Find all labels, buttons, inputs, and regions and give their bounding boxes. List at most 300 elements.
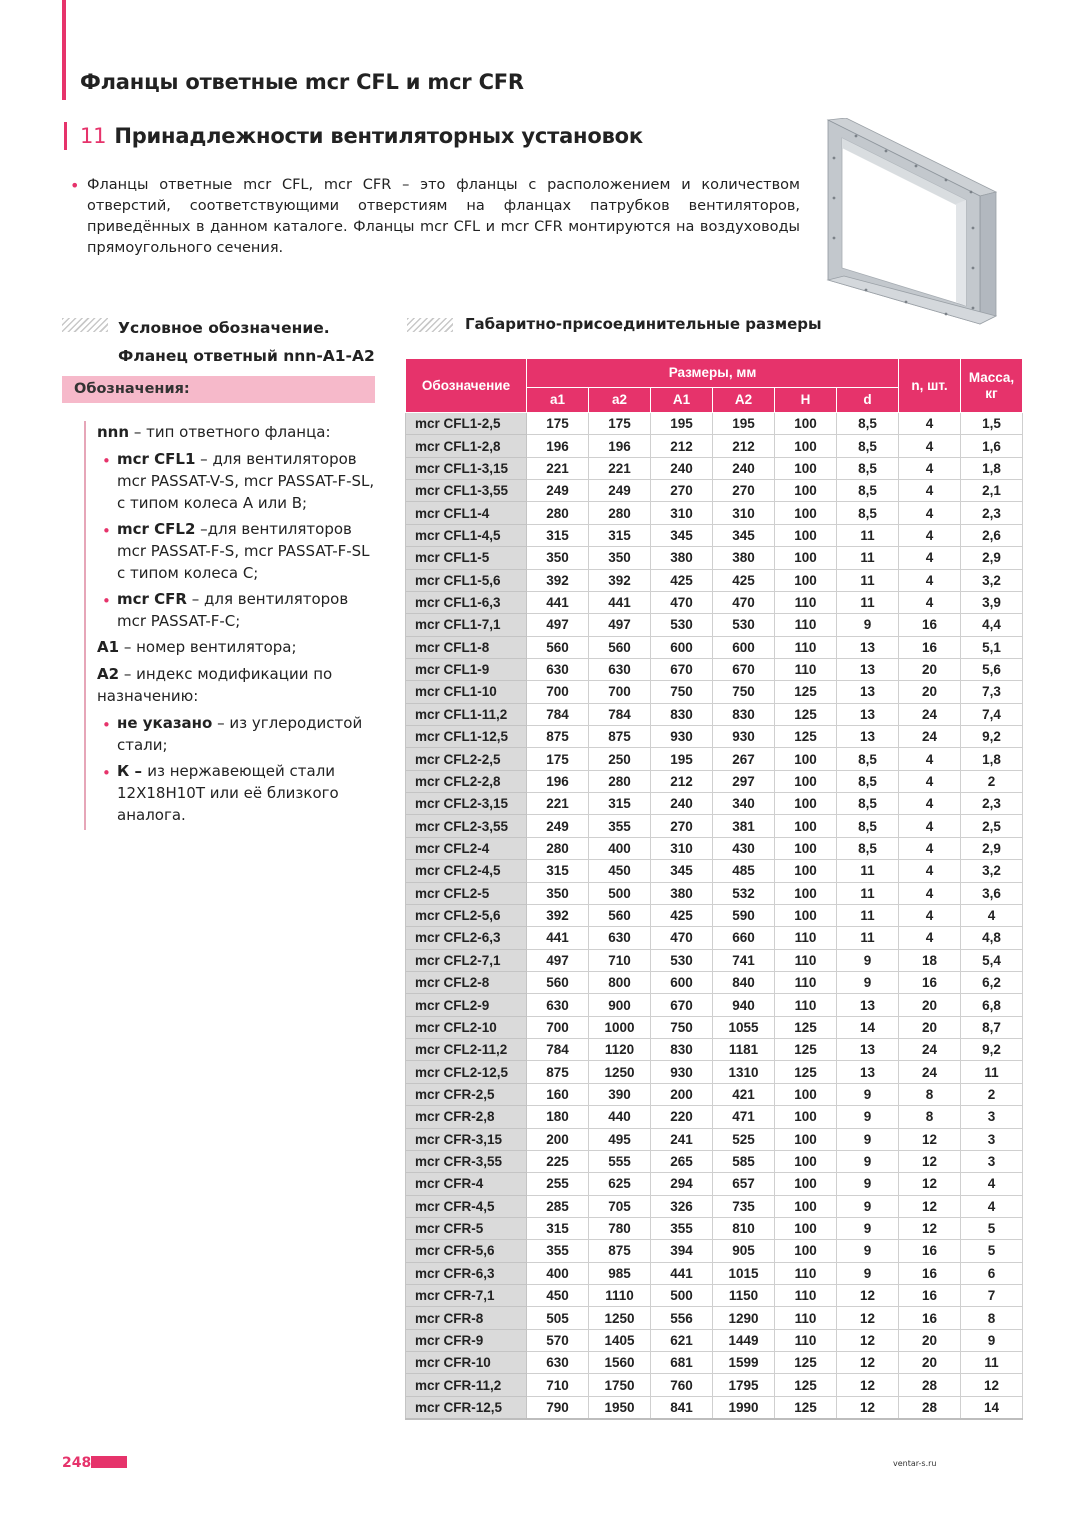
designation-cell: mcr CFR-8: [406, 1307, 527, 1329]
value-cell: 441: [527, 927, 589, 949]
value-cell: 310: [651, 502, 713, 524]
value-cell: 8,5: [837, 815, 899, 837]
value-cell: 4: [899, 502, 961, 524]
value-cell: 470: [713, 591, 775, 613]
legend-item-a2: А2 – индекс модификации по назначению:: [97, 665, 333, 705]
value-cell: 270: [651, 815, 713, 837]
value-cell: 497: [589, 614, 651, 636]
value-cell: 790: [527, 1396, 589, 1418]
value-cell: 2,6: [961, 524, 1023, 546]
value-cell: 125: [775, 1396, 837, 1418]
table-row: [406, 1374, 1023, 1396]
value-cell: 1110: [589, 1285, 651, 1307]
value-cell: 20: [899, 1016, 961, 1038]
value-cell: 100: [775, 837, 837, 859]
value-cell: 125: [775, 1374, 837, 1396]
designation-heading: [118, 314, 375, 370]
value-cell: 221: [527, 457, 589, 479]
value-cell: 100: [775, 569, 837, 591]
value-cell: 7: [961, 1285, 1023, 1307]
table-row: [406, 480, 1023, 502]
value-cell: 750: [651, 1016, 713, 1038]
value-cell: 212: [651, 435, 713, 457]
designation-cell: mcr CFL1-10: [406, 681, 527, 703]
value-cell: 380: [651, 882, 713, 904]
value-cell: 310: [651, 837, 713, 859]
value-cell: 1310: [713, 1061, 775, 1083]
value-cell: 9: [837, 1262, 899, 1284]
table-row: [406, 658, 1023, 680]
table-row: [406, 949, 1023, 971]
table-row: [406, 1083, 1023, 1105]
value-cell: 4: [899, 748, 961, 770]
value-cell: 12: [837, 1329, 899, 1351]
designation-cell: mcr CFL1-7,1: [406, 614, 527, 636]
value-cell: 315: [527, 524, 589, 546]
designation-cell: mcr CFR-4,5: [406, 1195, 527, 1217]
value-cell: 11: [837, 927, 899, 949]
value-cell: 195: [651, 748, 713, 770]
value-cell: 1181: [713, 1039, 775, 1061]
value-cell: 125: [775, 703, 837, 725]
value-cell: 8,5: [837, 793, 899, 815]
value-cell: 12: [837, 1352, 899, 1374]
value-cell: 249: [589, 480, 651, 502]
value-cell: 9: [837, 614, 899, 636]
value-cell: 5,6: [961, 658, 1023, 680]
value-cell: 125: [775, 1039, 837, 1061]
value-cell: 500: [589, 882, 651, 904]
value-cell: 345: [651, 860, 713, 882]
value-cell: 1015: [713, 1262, 775, 1284]
designation-cell: mcr CFR-6,3: [406, 1262, 527, 1284]
value-cell: 8,7: [961, 1016, 1023, 1038]
table-row: [406, 1061, 1023, 1083]
value-cell: 175: [527, 413, 589, 435]
value-cell: 4: [961, 1195, 1023, 1217]
value-cell: 497: [527, 949, 589, 971]
value-cell: 2,9: [961, 837, 1023, 859]
value-cell: 9: [837, 1240, 899, 1262]
intro-paragraph: [70, 175, 800, 259]
value-cell: 110: [775, 994, 837, 1016]
value-cell: 24: [899, 703, 961, 725]
value-cell: 3: [961, 1106, 1023, 1128]
value-cell: 5,4: [961, 949, 1023, 971]
table-row: [406, 1016, 1023, 1038]
value-cell: 560: [527, 971, 589, 993]
col-header-h: H: [775, 388, 837, 413]
table-body: [406, 413, 1023, 1419]
value-cell: 9: [837, 949, 899, 971]
table-row: [406, 591, 1023, 613]
value-cell: 670: [651, 658, 713, 680]
value-cell: 4: [961, 904, 1023, 926]
dimensions-table: [405, 358, 1023, 1420]
value-cell: 18: [899, 949, 961, 971]
designation-cell: mcr CFL1-12,5: [406, 726, 527, 748]
value-cell: 240: [651, 793, 713, 815]
top-accent-bar: [62, 0, 66, 100]
value-cell: 100: [775, 860, 837, 882]
value-cell: 12: [899, 1217, 961, 1239]
table-row: [406, 614, 1023, 636]
value-cell: 270: [713, 480, 775, 502]
value-cell: 630: [527, 1352, 589, 1374]
value-cell: 1120: [589, 1039, 651, 1061]
value-cell: 930: [651, 1061, 713, 1083]
table-row: [406, 1195, 1023, 1217]
value-cell: 16: [899, 636, 961, 658]
value-cell: 110: [775, 949, 837, 971]
value-cell: 9: [837, 971, 899, 993]
designation-cell: mcr CFR-10: [406, 1352, 527, 1374]
value-cell: 110: [775, 927, 837, 949]
value-cell: 7,3: [961, 681, 1023, 703]
footer-accent-bar: [91, 1456, 127, 1468]
section-number: 11: [80, 124, 107, 148]
table-row: [406, 1329, 1023, 1351]
value-cell: 6,2: [961, 971, 1023, 993]
value-cell: 3,9: [961, 591, 1023, 613]
value-cell: 660: [713, 927, 775, 949]
value-cell: 110: [775, 1285, 837, 1307]
value-cell: 5: [961, 1240, 1023, 1262]
table-row: [406, 1307, 1023, 1329]
value-cell: 100: [775, 1217, 837, 1239]
legend-list: [84, 421, 379, 830]
table-row: [406, 1262, 1023, 1284]
value-cell: 4: [899, 927, 961, 949]
value-cell: 1,6: [961, 435, 1023, 457]
value-cell: 4: [899, 547, 961, 569]
value-cell: 14: [961, 1396, 1023, 1418]
designation-cell: mcr CFR-9: [406, 1329, 527, 1351]
value-cell: 940: [713, 994, 775, 1016]
value-cell: 5: [961, 1217, 1023, 1239]
value-cell: 625: [589, 1173, 651, 1195]
value-cell: 110: [775, 1329, 837, 1351]
value-cell: 12: [961, 1374, 1023, 1396]
table-row: [406, 904, 1023, 926]
designation-cell: mcr CFL2-5,6: [406, 904, 527, 926]
value-cell: 100: [775, 435, 837, 457]
value-cell: 1,5: [961, 413, 1023, 435]
value-cell: 200: [651, 1083, 713, 1105]
value-cell: 1599: [713, 1352, 775, 1374]
section-title: Принадлежности вентиляторных установок: [114, 124, 643, 148]
value-cell: 125: [775, 726, 837, 748]
value-cell: 556: [651, 1307, 713, 1329]
value-cell: 425: [651, 904, 713, 926]
value-cell: 4: [961, 1173, 1023, 1195]
value-cell: 985: [589, 1262, 651, 1284]
value-cell: 11: [837, 547, 899, 569]
designation-cell: mcr CFL1-5: [406, 547, 527, 569]
value-cell: 100: [775, 882, 837, 904]
value-cell: 8,5: [837, 770, 899, 792]
value-cell: 380: [651, 547, 713, 569]
value-cell: 280: [589, 770, 651, 792]
value-cell: 900: [589, 994, 651, 1016]
value-cell: 621: [651, 1329, 713, 1351]
value-cell: 355: [589, 815, 651, 837]
designation-cell: mcr CFL2-4: [406, 837, 527, 859]
legend-item-cfl1: • mcr CFL1 – для вентиляторов mcr PASSAT-V-S, mcr PASSAT-F-SL, с типом колеса A или B;: [97, 448, 379, 514]
designation-cell: mcr CFL2-11,2: [406, 1039, 527, 1061]
value-cell: 555: [589, 1150, 651, 1172]
value-cell: 585: [713, 1150, 775, 1172]
table-row: [406, 457, 1023, 479]
value-cell: 221: [589, 457, 651, 479]
value-cell: 6: [961, 1262, 1023, 1284]
col-header-a1-large: A1: [651, 388, 713, 413]
flange-product-image: [826, 118, 998, 338]
value-cell: 350: [527, 547, 589, 569]
value-cell: 11: [837, 591, 899, 613]
value-cell: 392: [527, 904, 589, 926]
col-header-a2-large: A2: [713, 388, 775, 413]
designation-cell: mcr CFL2-5: [406, 882, 527, 904]
table-row: [406, 882, 1023, 904]
value-cell: 225: [527, 1150, 589, 1172]
value-cell: 326: [651, 1195, 713, 1217]
value-cell: 670: [713, 658, 775, 680]
value-cell: 735: [713, 1195, 775, 1217]
value-cell: 4: [899, 457, 961, 479]
value-cell: 1560: [589, 1352, 651, 1374]
value-cell: 1,8: [961, 748, 1023, 770]
value-cell: 3,2: [961, 569, 1023, 591]
designation-cell: mcr CFL1-4,5: [406, 524, 527, 546]
value-cell: 100: [775, 793, 837, 815]
table-row: [406, 681, 1023, 703]
value-cell: 345: [651, 524, 713, 546]
value-cell: 11: [837, 882, 899, 904]
designation-cell: mcr CFL2-7,1: [406, 949, 527, 971]
value-cell: 24: [899, 726, 961, 748]
value-cell: 345: [713, 524, 775, 546]
value-cell: 570: [527, 1329, 589, 1351]
value-cell: 355: [651, 1217, 713, 1239]
value-cell: 315: [527, 1217, 589, 1239]
value-cell: 700: [589, 681, 651, 703]
value-cell: 11: [837, 569, 899, 591]
designation-cell: mcr CFL2-6,3: [406, 927, 527, 949]
table-row: [406, 569, 1023, 591]
value-cell: 4: [899, 770, 961, 792]
value-cell: 9: [837, 1217, 899, 1239]
value-cell: 20: [899, 994, 961, 1016]
value-cell: 125: [775, 681, 837, 703]
value-cell: 297: [713, 770, 775, 792]
value-cell: 8: [899, 1083, 961, 1105]
value-cell: 310: [713, 502, 775, 524]
value-cell: 221: [527, 793, 589, 815]
designation-cell: mcr CFR-3,55: [406, 1150, 527, 1172]
value-cell: 12: [899, 1128, 961, 1150]
designation-cell: mcr CFL1-3,15: [406, 457, 527, 479]
value-cell: 100: [775, 1106, 837, 1128]
value-cell: 905: [713, 1240, 775, 1262]
value-cell: 760: [651, 1374, 713, 1396]
designation-cell: mcr CFL2-8: [406, 971, 527, 993]
value-cell: 13: [837, 703, 899, 725]
value-cell: 497: [527, 614, 589, 636]
value-cell: 265: [651, 1150, 713, 1172]
value-cell: 200: [527, 1128, 589, 1150]
value-cell: 12: [837, 1374, 899, 1396]
value-cell: 1950: [589, 1396, 651, 1418]
value-cell: 2,9: [961, 547, 1023, 569]
table-row: [406, 860, 1023, 882]
value-cell: 12: [899, 1173, 961, 1195]
value-cell: 4: [899, 904, 961, 926]
value-cell: 495: [589, 1128, 651, 1150]
table-row: [406, 1396, 1023, 1418]
value-cell: 700: [527, 1016, 589, 1038]
value-cell: 16: [899, 1240, 961, 1262]
table-row: [406, 726, 1023, 748]
table-row: [406, 547, 1023, 569]
value-cell: 16: [899, 1262, 961, 1284]
value-cell: 13: [837, 1061, 899, 1083]
value-cell: 657: [713, 1173, 775, 1195]
value-cell: 2,3: [961, 502, 1023, 524]
hatch-pattern-icon: [62, 318, 108, 332]
table-row: [406, 1150, 1023, 1172]
table-row: [406, 1240, 1023, 1262]
value-cell: 2: [961, 770, 1023, 792]
value-cell: 100: [775, 480, 837, 502]
value-cell: 560: [589, 636, 651, 658]
value-cell: 12: [899, 1195, 961, 1217]
col-header-designation: Обозначение: [406, 359, 527, 413]
value-cell: 14: [837, 1016, 899, 1038]
designation-cell: mcr CFL2-3,55: [406, 815, 527, 837]
value-cell: 13: [837, 726, 899, 748]
value-cell: 2: [961, 1083, 1023, 1105]
value-cell: 196: [589, 435, 651, 457]
value-cell: 425: [651, 569, 713, 591]
value-cell: 784: [527, 1039, 589, 1061]
designation-cell: mcr CFL2-3,15: [406, 793, 527, 815]
value-cell: 470: [651, 591, 713, 613]
designation-cell: mcr CFR-2,5: [406, 1083, 527, 1105]
section-heading: [80, 124, 643, 148]
value-cell: 485: [713, 860, 775, 882]
value-cell: 294: [651, 1173, 713, 1195]
value-cell: 441: [589, 591, 651, 613]
value-cell: 4: [899, 837, 961, 859]
value-cell: 9,2: [961, 726, 1023, 748]
value-cell: 267: [713, 748, 775, 770]
value-cell: 4: [899, 480, 961, 502]
value-cell: 1405: [589, 1329, 651, 1351]
designation-cell: mcr CFL2-4,5: [406, 860, 527, 882]
table-row: [406, 793, 1023, 815]
value-cell: 471: [713, 1106, 775, 1128]
value-cell: 100: [775, 1195, 837, 1217]
value-cell: 930: [651, 726, 713, 748]
value-cell: 100: [775, 815, 837, 837]
value-cell: 280: [589, 502, 651, 524]
value-cell: 8,5: [837, 480, 899, 502]
table-row: [406, 703, 1023, 725]
value-cell: 110: [775, 614, 837, 636]
value-cell: 3,6: [961, 882, 1023, 904]
value-cell: 600: [651, 971, 713, 993]
designation-cell: mcr CFR-4: [406, 1173, 527, 1195]
footer-website: ventar-s.ru: [893, 1459, 937, 1468]
value-cell: 11: [837, 904, 899, 926]
value-cell: 100: [775, 1083, 837, 1105]
value-cell: 392: [527, 569, 589, 591]
table-row: [406, 927, 1023, 949]
value-cell: 841: [651, 1396, 713, 1418]
value-cell: 13: [837, 636, 899, 658]
value-cell: 315: [589, 793, 651, 815]
designation-cell: mcr CFR-3,15: [406, 1128, 527, 1150]
value-cell: 1449: [713, 1329, 775, 1351]
value-cell: 4: [899, 882, 961, 904]
value-cell: 340: [713, 793, 775, 815]
value-cell: 16: [899, 614, 961, 636]
value-cell: 9: [837, 1195, 899, 1217]
value-cell: 13: [837, 1039, 899, 1061]
value-cell: 12: [837, 1307, 899, 1329]
value-cell: 195: [651, 413, 713, 435]
value-cell: 196: [527, 770, 589, 792]
value-cell: 425: [713, 569, 775, 591]
value-cell: 125: [775, 1352, 837, 1374]
value-cell: 13: [837, 681, 899, 703]
value-cell: 830: [651, 1039, 713, 1061]
designation-cell: mcr CFR-5,6: [406, 1240, 527, 1262]
table-row: [406, 837, 1023, 859]
col-header-a2-small: a2: [589, 388, 651, 413]
value-cell: 4,4: [961, 614, 1023, 636]
value-cell: 100: [775, 748, 837, 770]
value-cell: 100: [775, 1128, 837, 1150]
designation-cell: mcr CFL1-6,3: [406, 591, 527, 613]
table-row: [406, 1352, 1023, 1374]
value-cell: 241: [651, 1128, 713, 1150]
value-cell: 20: [899, 1352, 961, 1374]
value-cell: 840: [713, 971, 775, 993]
value-cell: 784: [589, 703, 651, 725]
value-cell: 4: [899, 591, 961, 613]
value-cell: 532: [713, 882, 775, 904]
value-cell: 600: [713, 636, 775, 658]
value-cell: 1750: [589, 1374, 651, 1396]
col-header-dimensions: Размеры, мм: [527, 359, 899, 388]
legend-item-cfl2: • mcr CFL2 –для вентиляторов mcr PASSAT-F-S, mcr PASSAT-F-SL с типом колеса C;: [97, 518, 379, 584]
legend-item-none: • не указано – из углеродистой стали;: [97, 712, 379, 756]
table-row: [406, 994, 1023, 1016]
value-cell: 3: [961, 1128, 1023, 1150]
value-cell: 525: [713, 1128, 775, 1150]
value-cell: 20: [899, 681, 961, 703]
table-row: [406, 524, 1023, 546]
intro-text: Фланцы ответные mcr CFL, mcr CFR – это фланцы с расположением и количеством отверстий, соответствующими отверстиям на фланцах патрубков вентиляторов, приведённых в данном каталоге. Фланцы mcr CFL и mcr CFR монтируются на воздуховоды прямоугольного сечения.: [87, 177, 800, 256]
value-cell: 100: [775, 1240, 837, 1262]
value-cell: 20: [899, 1329, 961, 1351]
value-cell: 8,5: [837, 502, 899, 524]
value-cell: 9: [837, 1106, 899, 1128]
value-cell: 1055: [713, 1016, 775, 1038]
value-cell: 125: [775, 1061, 837, 1083]
